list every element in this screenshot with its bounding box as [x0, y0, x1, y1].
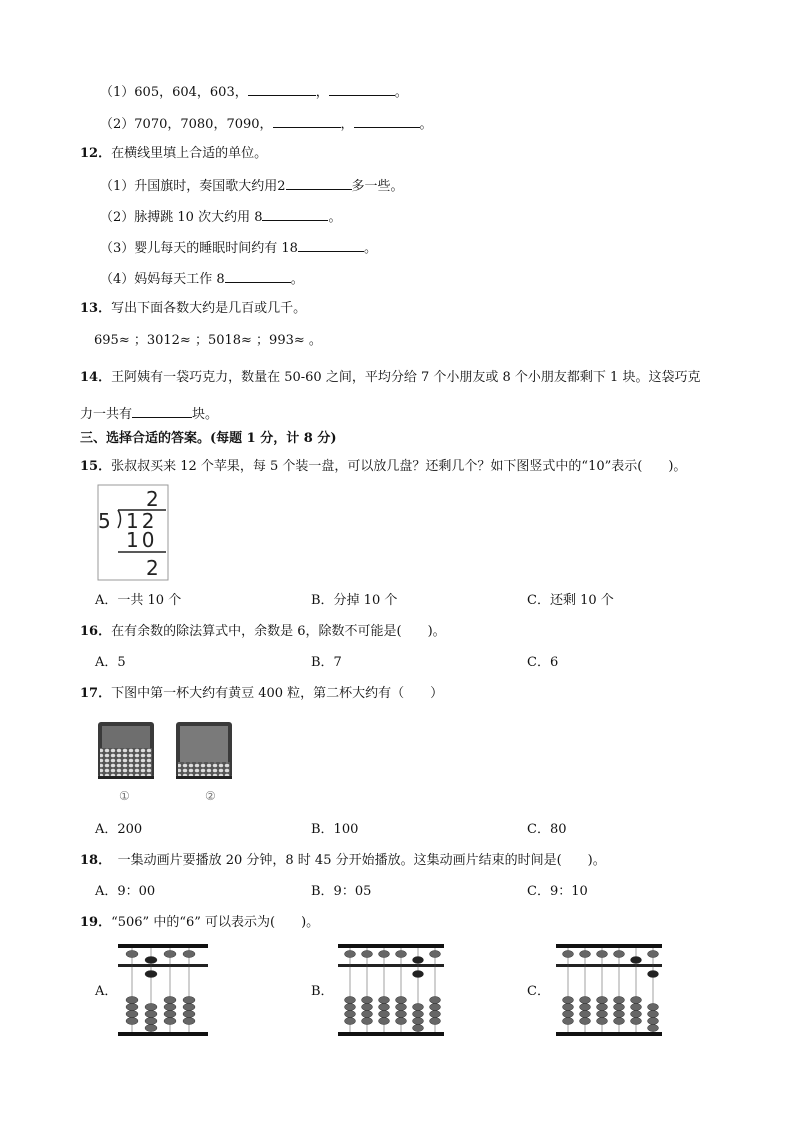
bead — [563, 1011, 574, 1018]
answer-blank[interactable] — [225, 269, 291, 283]
bead — [430, 1004, 441, 1011]
bead — [580, 951, 591, 958]
q12-title — [80, 145, 267, 163]
bead — [430, 1011, 441, 1018]
question-text-end: 块。 — [192, 407, 219, 422]
answer-blank[interactable] — [248, 82, 316, 96]
q14-line-2 — [80, 404, 218, 424]
question-text: 张叔叔买来 12 个苹果，每 5 个装一盘，可以放几盘？还剩几个？如下图竖式中的“10”表示( )。 — [111, 459, 687, 474]
bead — [413, 1004, 424, 1011]
abacus-top-frame — [556, 944, 662, 948]
bead — [597, 951, 608, 958]
abacus-beam — [338, 964, 444, 967]
bead — [614, 951, 625, 958]
answer-blank[interactable] — [298, 238, 364, 252]
bead — [648, 1025, 659, 1032]
bead — [396, 1004, 407, 1011]
q11-line-1 — [100, 82, 408, 102]
bead — [183, 1004, 195, 1011]
bead — [413, 957, 424, 964]
cup-2-glass — [180, 726, 228, 762]
bead — [648, 1018, 659, 1025]
bead — [164, 1018, 176, 1025]
separator: ， — [315, 85, 329, 100]
bead — [580, 997, 591, 1004]
option-a[interactable]: A．9：00 — [95, 884, 156, 899]
bead — [126, 1004, 138, 1011]
question-text: 在横线里填上合适的单位。 — [111, 146, 268, 161]
bead — [183, 1018, 195, 1025]
q12-item-4 — [100, 269, 304, 289]
bead — [430, 1018, 441, 1025]
q11-line-2-prefix: （2）7070，7080，7090， — [100, 117, 273, 132]
bead — [362, 1011, 373, 1018]
bead — [580, 1011, 591, 1018]
bead — [145, 1025, 157, 1032]
item-text: （4）妈妈每天工作 8 — [100, 272, 225, 287]
q11-line-1-prefix: （1）605，604，603， — [100, 85, 248, 100]
bead — [597, 1004, 608, 1011]
abacus-c — [556, 944, 662, 1038]
question-number: 14． — [80, 370, 112, 385]
option-c[interactable]: C．80 — [527, 822, 567, 837]
item-text: （2）脉搏跳 10 次大约用 8 — [100, 210, 263, 225]
answer-blank[interactable] — [262, 207, 328, 221]
question-text: 力一共有 — [80, 407, 133, 422]
answer-blank[interactable] — [273, 114, 341, 128]
cup-2 — [176, 722, 232, 779]
bead — [345, 997, 356, 1004]
bead — [614, 997, 625, 1004]
cup-1 — [98, 722, 154, 779]
answer-blank[interactable] — [132, 404, 192, 418]
option-b[interactable]: B．100 — [311, 822, 359, 837]
bead — [597, 1018, 608, 1025]
bead — [413, 1018, 424, 1025]
abacus-bottom-frame — [338, 1032, 444, 1036]
q14-line-1 — [80, 369, 700, 387]
cup-1-label: ① — [119, 789, 130, 803]
abacus-bottom-frame — [118, 1032, 208, 1036]
bead — [396, 997, 407, 1004]
bead — [164, 1004, 176, 1011]
bead — [430, 951, 441, 958]
bead — [345, 1011, 356, 1018]
dividend-digits: 12 — [126, 509, 158, 533]
bead — [396, 1011, 407, 1018]
bead — [126, 951, 138, 958]
question-number: 12． — [80, 146, 112, 161]
bead — [614, 1018, 625, 1025]
bead — [413, 1011, 424, 1018]
item-text-end: 。 — [290, 272, 304, 287]
bead — [631, 997, 642, 1004]
bead — [345, 951, 356, 958]
bead — [126, 1018, 138, 1025]
bead — [631, 957, 642, 964]
cup-1-base — [98, 776, 154, 779]
bead — [362, 951, 373, 958]
bead — [648, 971, 659, 978]
item-text: （1）升国旗时，奏国歌大约用2 — [100, 179, 286, 194]
section-3-title: 三、选择合适的答案。(每题 1 分，计 8 分) — [80, 431, 337, 446]
bead — [379, 951, 390, 958]
bead — [648, 951, 659, 958]
bead — [631, 1011, 642, 1018]
bead — [648, 1004, 659, 1011]
option-b[interactable]: B． — [311, 984, 334, 999]
bead — [563, 1018, 574, 1025]
bean-cups-figure — [92, 718, 252, 806]
bead — [164, 997, 176, 1004]
bead — [614, 1011, 625, 1018]
question-number: 17． — [80, 686, 112, 701]
question-text: 写出下面各数大约是几百或几千。 — [111, 301, 307, 316]
bead — [597, 1011, 608, 1018]
bead — [379, 997, 390, 1004]
bead — [648, 1011, 659, 1018]
option-c[interactable]: C．6 — [527, 655, 559, 670]
bead — [183, 951, 195, 958]
option-a[interactable]: A．5 — [95, 655, 126, 670]
division-bracket — [118, 510, 121, 528]
question-text: 下图中第一杯大约有黄豆 400 粒，第二杯大约有（ ） — [111, 686, 444, 701]
bead — [345, 1004, 356, 1011]
bead — [580, 1018, 591, 1025]
option-b[interactable]: B．7 — [311, 655, 342, 670]
bead — [379, 1011, 390, 1018]
product-digits: 10 — [126, 528, 158, 552]
question-text: 在有余数的除法算式中，余数是 6，除数不可能是( )。 — [111, 624, 446, 639]
bead — [580, 1004, 591, 1011]
q17-text — [80, 685, 443, 703]
item-text-end: 多一些。 — [351, 179, 404, 194]
option-b[interactable]: B．分掉 10 个 — [311, 593, 398, 608]
bead — [145, 1011, 157, 1018]
cup-2-base — [176, 776, 232, 779]
bead — [563, 1004, 574, 1011]
item-text: （3）婴儿每天的睡眠时间约有 18 — [100, 241, 298, 256]
abacus-top-frame — [338, 944, 444, 948]
q13-title — [80, 300, 306, 318]
bead — [614, 1004, 625, 1011]
question-number: 15． — [80, 459, 112, 474]
abacus-beam — [118, 964, 208, 967]
q19-text — [80, 914, 319, 932]
bead — [345, 1018, 356, 1025]
bead — [631, 1018, 642, 1025]
bead — [145, 957, 157, 964]
q12-item-1 — [100, 176, 404, 196]
q12-item-2 — [100, 207, 342, 227]
bead — [396, 951, 407, 958]
bead — [379, 1018, 390, 1025]
option-c[interactable]: C． — [527, 984, 550, 999]
bead — [183, 997, 195, 1004]
cup-1-beans — [100, 748, 152, 776]
question-text: “506” 中的“6” 可以表示为( )。 — [111, 915, 320, 930]
option-a[interactable]: A．一共 10 个 — [95, 593, 182, 608]
bead — [413, 1025, 424, 1032]
question-number: 19． — [80, 915, 112, 930]
question-text: 一集动画片要播放 20 分钟，8 时 45 分开始播放。这集动画片结束的时间是( )。 — [104, 853, 606, 868]
bead — [362, 997, 373, 1004]
remainder-digit: 2 — [146, 556, 159, 580]
option-b[interactable]: B．9：05 — [311, 884, 372, 899]
bead — [413, 971, 424, 978]
item-text-end: 。 — [328, 210, 342, 225]
bead — [362, 1004, 373, 1011]
bead — [145, 1018, 157, 1025]
option-c[interactable]: C．9：10 — [527, 884, 588, 899]
abacus-beam — [556, 964, 662, 967]
divisor-digit: 5 — [98, 509, 111, 533]
option-a[interactable]: A． — [95, 984, 118, 999]
question-number: 18． — [80, 853, 105, 868]
question-number: 13． — [80, 301, 112, 316]
q16-text — [80, 623, 446, 641]
period: 。 — [394, 85, 408, 100]
cup-2-label: ② — [205, 789, 216, 803]
bead — [164, 1011, 176, 1018]
q13-line: 695≈ ；3012≈ ；5018≈ ；993≈ 。 — [94, 333, 322, 348]
bead — [631, 1004, 642, 1011]
abacus-top-frame — [118, 944, 208, 948]
q15-text — [80, 458, 686, 476]
bead — [183, 1011, 195, 1018]
question-number: 16． — [80, 624, 112, 639]
bead — [164, 951, 176, 958]
question-text: 王阿姨有一袋巧克力，数量在 50-60 之间，平均分给 7 个小朋友或 8 个小朋友都剩下 1 块。这袋巧克 — [111, 370, 701, 385]
period: 。 — [419, 117, 433, 132]
option-c[interactable]: C．还剩 10 个 — [527, 593, 614, 608]
answer-blank[interactable] — [354, 114, 420, 128]
bead — [126, 1011, 138, 1018]
separator: ， — [340, 117, 354, 132]
option-a[interactable]: A．200 — [95, 822, 143, 837]
abacus-b — [338, 944, 444, 1038]
answer-blank[interactable] — [329, 82, 395, 96]
abacus-a — [118, 944, 208, 1038]
answer-blank[interactable] — [286, 176, 352, 190]
bead — [563, 997, 574, 1004]
bead — [145, 1004, 157, 1011]
q11-line-2 — [100, 114, 433, 134]
item-text-end: 。 — [363, 241, 377, 256]
cup-2-beans — [178, 762, 230, 776]
long-division-figure — [90, 484, 170, 582]
q12-item-3 — [100, 238, 377, 258]
bead — [126, 997, 138, 1004]
bead — [362, 1018, 373, 1025]
bead — [430, 997, 441, 1004]
q18-text — [80, 852, 606, 870]
bead — [396, 1018, 407, 1025]
bead — [145, 971, 157, 978]
abacus-bottom-frame — [556, 1032, 662, 1036]
cup-1-glass — [102, 726, 150, 748]
bead — [379, 1004, 390, 1011]
bead — [563, 951, 574, 958]
bead — [597, 997, 608, 1004]
quotient-digit: 2 — [146, 487, 159, 511]
